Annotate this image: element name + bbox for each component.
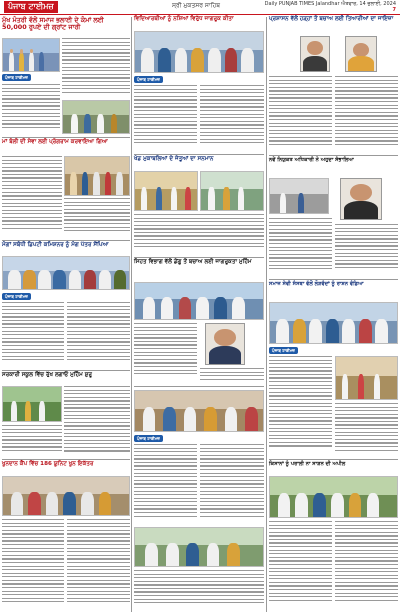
masthead [0, 0, 400, 14]
section-divider [134, 257, 264, 258]
article-text [2, 156, 62, 236]
article-text [335, 76, 398, 152]
headline: ਸਿਹਤ ਵਿਭਾਗ ਵੱਲੋਂ ਡੇਂਗੂ ਤੋਂ ਬਚਾਅ ਲਈ ਜਾਗਰੂਕਤਾ ਮੁਹਿੰਮ [134, 259, 252, 265]
news-photo [2, 476, 130, 516]
headline: ਨਵੇਂ ਨਿਯੁਕਤ ਅਧਿਕਾਰੀ ਨੇ ਅਹੁਦਾ ਸੰਭਾਲਿਆ [269, 157, 355, 163]
news-photo [335, 356, 398, 400]
section-divider [2, 137, 130, 138]
section-divider [269, 279, 398, 280]
section-divider [134, 154, 264, 155]
article-text [200, 368, 264, 384]
article-text [134, 85, 197, 151]
article-text [335, 224, 398, 276]
headline: ਪ੍ਰਸ਼ਾਸਨ ਵੱਲੋਂ ਹੜ੍ਹਾਂ ਤੋਂ ਬਚਾਅ ਲਈ ਤਿਆਰੀਆਂ ਦਾ ਜਾਇਜ਼ਾ [269, 16, 394, 22]
news-photo [134, 282, 264, 320]
section-divider [134, 386, 264, 387]
article-text [2, 425, 62, 457]
section-divider [269, 155, 398, 156]
column-divider [131, 17, 132, 612]
news-photo [2, 386, 62, 422]
article-text [269, 521, 332, 609]
section-divider [2, 240, 130, 241]
section-divider [2, 370, 130, 371]
headline: ਸਮਾਜ ਸੇਵੀ ਸੰਸਥਾ ਵੱਲੋਂ ਲੋੜਵੰਦਾਂ ਨੂੰ ਰਾਸ਼ਨ ਵੰਡਿਆ [269, 281, 364, 287]
article-text [67, 302, 130, 368]
news-photo [269, 178, 329, 214]
article-text [64, 386, 130, 456]
edition-label: ਸ੍ਰੀ ਮੁਕਤਸਰ ਸਾਹਿਬ [172, 2, 221, 9]
news-photo [269, 476, 398, 518]
section-divider [2, 459, 130, 460]
news-photo [134, 171, 198, 211]
article-text [269, 76, 332, 152]
headline: ਵਿਦਿਆਰਥੀਆਂ ਨੂੰ ਨਸ਼ਿਆਂ ਵਿਰੁੱਧ ਜਾਗਰੂਕ ਕੀਤਾ [134, 16, 234, 22]
article-text [134, 323, 197, 383]
headline: ਮੰਗਾਂ ਸਬੰਧੀ ਡਿਪਟੀ ਕਮਿਸ਼ਨਰ ਨੂੰ ਮੰਗ ਪੱਤਰ ਸੌਂਪਿਆ [2, 242, 109, 248]
article-text [200, 85, 264, 151]
article-text [134, 444, 197, 524]
news-photo [64, 156, 130, 196]
byline-tag: ਪੰਜਾਬ ਟਾਈਮਜ਼ [2, 293, 31, 300]
article-text [335, 403, 398, 457]
news-photo [134, 527, 264, 567]
article-text [269, 218, 332, 276]
article-text [2, 519, 64, 609]
byline-tag: ਪੰਜਾਬ ਟਾਈਮਜ਼ [269, 347, 298, 354]
news-photo [200, 171, 264, 211]
byline-tag: ਪੰਜਾਬ ਟਾਈਮਜ਼ [2, 74, 31, 81]
newspaper-title: ਪੰਜਾਬ ਟਾਈਮਜ਼ [4, 1, 58, 13]
headline: ਮਾਂ ਬੋਲੀ ਦੀ ਸੇਵਾ ਲਈ ਪ੍ਰੋਗਰਾਮ ਕਰਵਾਇਆ ਗਿਆ [2, 139, 108, 145]
article-text [134, 570, 264, 610]
portrait-photo [345, 36, 377, 72]
masthead-rule [0, 14, 400, 15]
article-text [2, 84, 60, 134]
article-text [134, 214, 264, 254]
dateline: Daily PUNJAB TIMES Jalandhar ਐਤਵਾਰ, 14 ਜੁਲਾਈ, 2024 [264, 1, 396, 7]
headline: ਸਰਕਾਰੀ ਸਕੂਲ ਵਿੱਚ ਰੁੱਖ ਲਗਾਓ ਮੁਹਿੰਮ ਸ਼ੁਰੂ [2, 372, 92, 378]
news-photo [134, 31, 264, 73]
article-text [2, 302, 64, 368]
news-photo [134, 390, 264, 432]
headline: ਖੇਡ ਮੁਕਾਬਲਿਆਂ ਦੇ ਜੇਤੂਆਂ ਦਾ ਸਨਮਾਨ [134, 156, 214, 162]
headline-lead: ਮੁੱਖ ਮੰਤਰੀ ਵੱਲੋਂ ਸਮਾਜ ਭਲਾਈ ਦੇ ਕੰਮਾਂ ਲਈ 50,000 ਰੁਪਏ ਦੀ ਗ੍ਰਾਂਟ ਜਾਰੀ [2, 16, 104, 31]
byline-tag: ਪੰਜਾਬ ਟਾਈਮਜ਼ [134, 76, 163, 83]
article-text [335, 521, 398, 609]
headline: ਕਿਸਾਨਾਂ ਨੂੰ ਪਰਾਲੀ ਨਾ ਸਾੜਨ ਦੀ ਅਪੀਲ [269, 461, 346, 467]
article-text [269, 356, 332, 456]
page-number: 7 [392, 7, 396, 13]
news-photo [2, 256, 130, 290]
headline: ਖੂਨਦਾਨ ਕੈਂਪ ਵਿੱਚ 186 ਯੂਨਿਟ ਖੂਨ ਇਕੱਤਰ [2, 461, 94, 467]
article-text [64, 198, 130, 238]
news-photo [269, 302, 398, 344]
column-divider [266, 17, 267, 612]
article-text [62, 38, 130, 98]
news-photo [62, 100, 130, 134]
article-text [67, 519, 130, 609]
section-divider [269, 459, 398, 460]
byline-tag: ਪੰਜਾਬ ਟਾਈਮਜ਼ [134, 435, 163, 442]
news-photo [2, 38, 60, 72]
article-text [200, 444, 264, 524]
portrait-photo [300, 36, 330, 72]
portrait-photo [205, 323, 245, 365]
portrait-photo [340, 178, 382, 220]
